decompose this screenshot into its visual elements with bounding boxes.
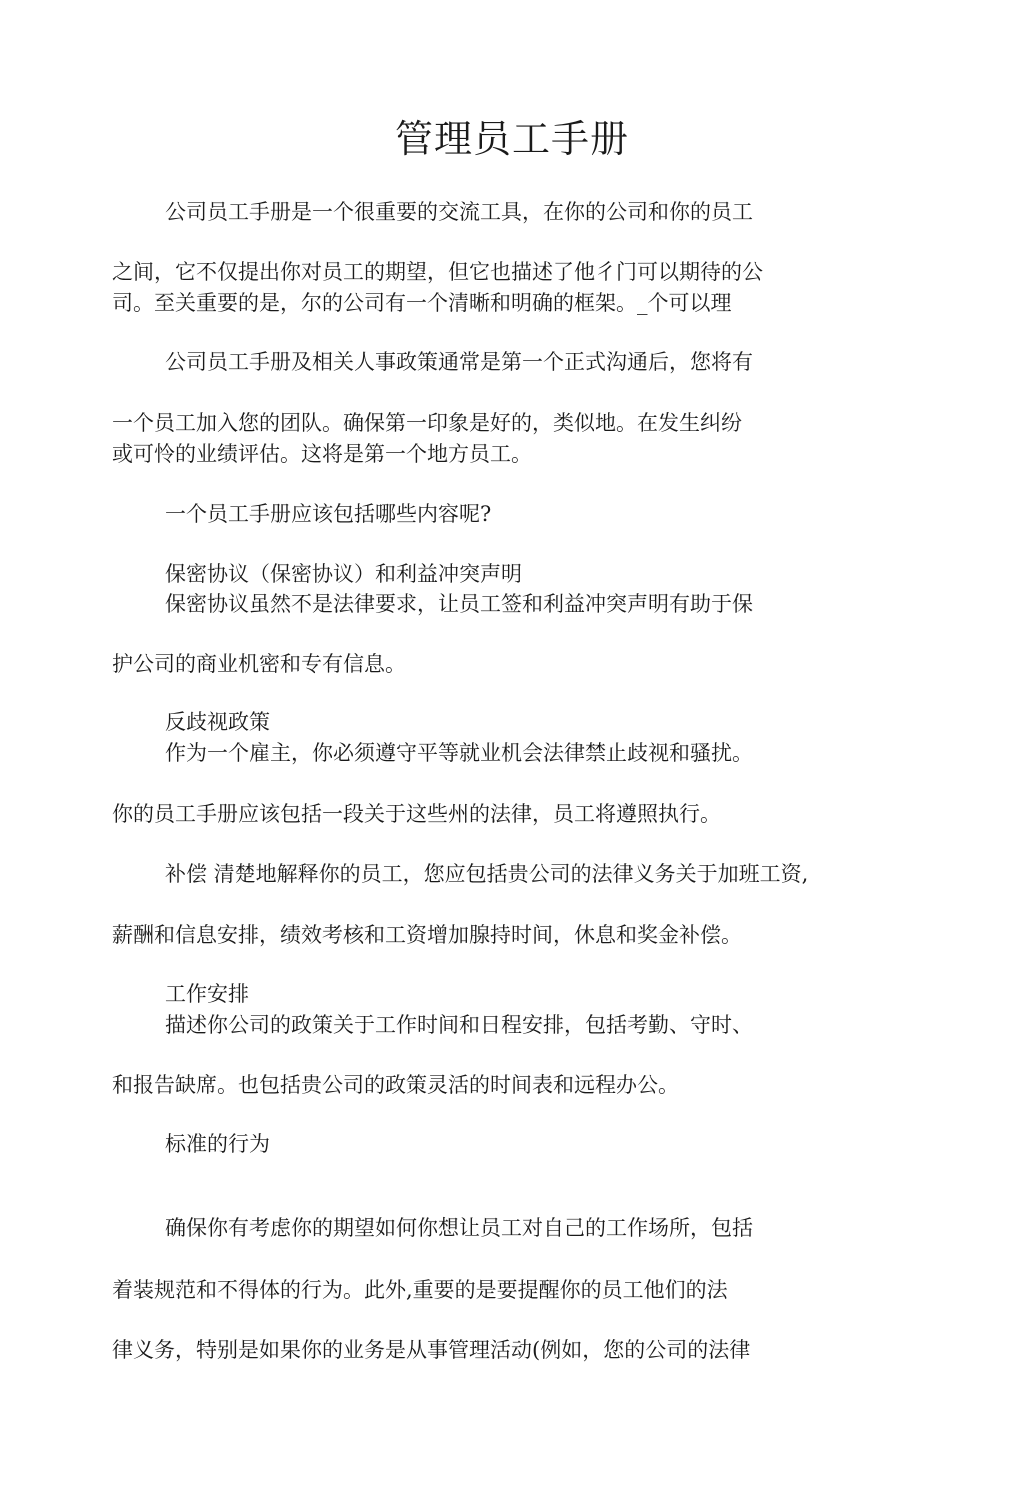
document-title: 管理员工手册	[394, 117, 629, 161]
paragraph-line: 司。至关重要的是，尔的公司有一个清晰和明确的框架。_个可以理	[112, 291, 732, 315]
paragraph-line: 薪酬和信息安排，绩效考核和工资增加腺持时间，休息和奖金补偿。	[112, 923, 742, 947]
paragraph-line: 护公司的商业机密和专有信息。	[112, 652, 406, 676]
paragraph-line: 保密协议虽然不是法律要求，让员工签和利益冲突声明有助于保	[165, 592, 753, 616]
section-heading: 反歧视政策	[165, 710, 270, 734]
section-heading: 保密协议（保密协议）和利益冲突声明	[165, 562, 522, 586]
paragraph-line: 着装规范和不得体的行为。此外,重要的是要提醒你的员工他们的法	[112, 1278, 728, 1302]
paragraph-line: 之间，它不仅提出你对员工的期望，但它也描述了他彳门可以期待的公	[112, 260, 763, 284]
paragraph-line: 公司员工手册及相关人事政策通常是第一个正式沟通后，您将有	[165, 350, 753, 374]
paragraph-line: 或可怜的业绩评估。这将是第一个地方员工。	[112, 442, 532, 466]
paragraph-line: 补偿 清楚地解释你的员工，您应包括贵公司的法律义务关于加班工资,	[165, 862, 809, 886]
section-heading: 标准的行为	[165, 1132, 270, 1156]
question-heading: 一个员工手册应该包括哪些内容呢?	[165, 502, 492, 526]
paragraph-line: 描述你公司的政策关于工作时间和日程安排，包括考勤、守时、	[165, 1013, 753, 1037]
paragraph-line: 公司员工手册是一个很重要的交流工具，在你的公司和你的员工	[165, 200, 753, 224]
paragraph-line: 你的员工手册应该包括一段关于这些州的法律，员工将遵照执行。	[112, 802, 721, 826]
section-heading: 工作安排	[165, 982, 249, 1006]
paragraph-line: 一个员工加入您的团队。确保第一印象是好的，类似地。在发生纠纷	[112, 411, 742, 435]
paragraph-line: 律义务，特别是如果你的业务是从事管理活动(例如，您的公司的法律	[112, 1338, 751, 1362]
paragraph-line: 和报告缺席。也包括贵公司的政策灵活的时间表和远程办公。	[112, 1073, 679, 1097]
paragraph-line: 确保你有考虑你的期望如何你想让员工对自己的工作场所，包括	[165, 1216, 753, 1240]
paragraph-line: 作为一个雇主，你必须遵守平等就业机会法律禁止歧视和骚扰。	[165, 741, 753, 765]
